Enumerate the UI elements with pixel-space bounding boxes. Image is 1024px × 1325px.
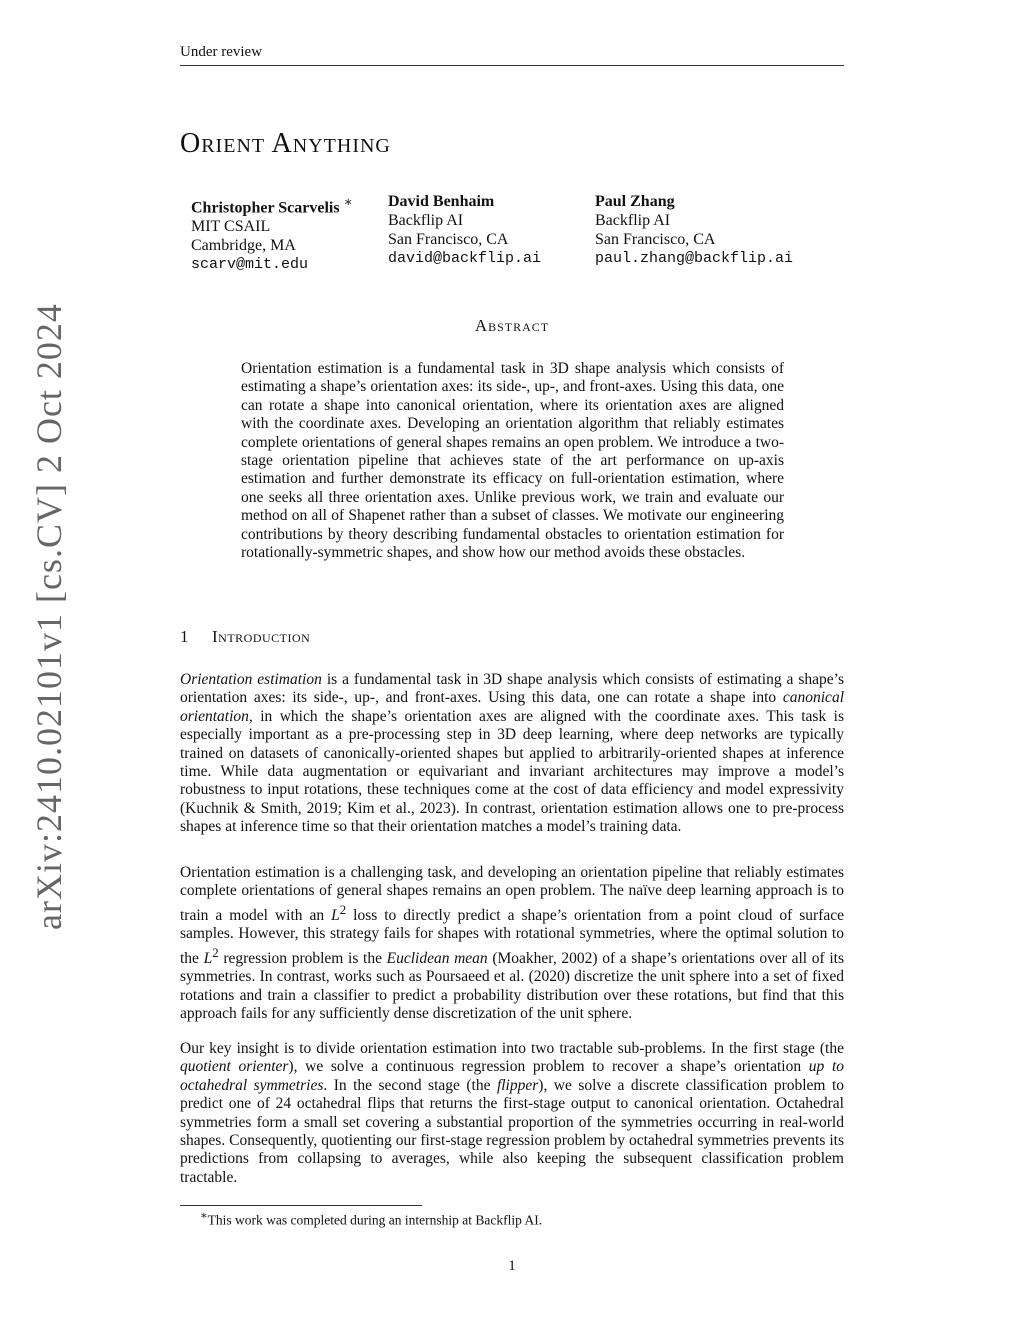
section-number: 1: [180, 627, 189, 646]
emphasis: flipper: [496, 1076, 539, 1094]
text-run: ), we solve a discrete classification problem to predict one of 24 octahedral flips that returns the first-stage output to canonical orientation. Octahedral symmetries form a small set covering a substantial proportion of the symmetries occurring in real-world shapes. Consequently, quotienting our first-stage regression problem by octahedral symmetries prevents its predictions from collapsing to averages, while also keeping the subsequent classification problem tractable.: [180, 1076, 844, 1186]
intro-paragraph-2: [180, 864, 844, 1024]
text-run: , in which the shape’s orientation axes are aligned with the coordinate axes. This task is especially important as a pre-processing step in 3D deep learning, where deep networks are typically trained on datasets of canonically-oriented shapes but applied to arbitrarily-oriented shapes at inference time. While data augmentation or equivariant and invariant architectures may improve a model’s robustness to input rotations, these techniques come at the cost of data efficiency and model expressivity (Kuchnik & Smith, 2019; Kim et al., 2023). In contrast, orientation estimation allows one to pre-process shapes at inference time so that their orientation matches a model’s training data.: [180, 707, 844, 836]
author-email[interactable]: scarv@mit.edu: [191, 256, 309, 274]
author-affiliation: Backflip AI: [388, 212, 464, 229]
author-name: Christopher Scarvelis: [191, 199, 340, 217]
footnote: [200, 1209, 542, 1229]
arxiv-identifier: arXiv:2410.02101v1 [cs.CV] 2 Oct 2024: [29, 303, 69, 930]
author-location: Cambridge, MA: [191, 237, 296, 255]
author-3: [595, 192, 793, 268]
author-location: San Francisco, CA: [595, 231, 716, 248]
text-run: Orientation estimation is a challenging task, and developing an orientation pipeline that reliably estimates complete orientations of general shapes remains an open problem. The naïve deep learning approach is to train a model with an: [180, 864, 844, 924]
emphasis: up to octahedral symmetries: [180, 1058, 844, 1094]
author-email[interactable]: david@backflip.ai: [388, 250, 542, 267]
page-number: 1: [508, 1258, 516, 1274]
abstract-text: Orientation estimation is a fundamental task in 3D shape analysis which consists of estimating a shape’s orientation axes: its side-, up-, and front-axes. Using this data, one can rotate a shape into canonical orientation, where its orientation axes are aligned with the coordinate axes. Developing an orientation algorithm that reliably estimates complete orientations of general shapes remains an open problem. We introduce a two-stage orientation pipeline that achieves state of the art performance on up-axis estimation and further demonstrate its efficacy on full-orientation estimation, where one seeks all three orientation axes. Unlike previous work, we train and evaluate our method on all of Shapenet rather than a subset of classes. We motivate our engineering contributions by theory describing fundamental obstacles to orientation estimation for rotationally-symmetric shapes, and show how our method avoids these obstacles.: [241, 360, 784, 562]
author-affiliation: MIT CSAIL: [191, 218, 271, 236]
author-location: San Francisco, CA: [388, 231, 509, 248]
author-footnote-mark: ∗: [343, 194, 353, 209]
intro-paragraph-3: [180, 1040, 844, 1187]
intro-paragraph-1: [180, 671, 844, 837]
author-2: [388, 192, 541, 268]
emphasis: canonical orientation: [180, 689, 844, 725]
math-symbol: L: [203, 949, 213, 967]
footnote-mark: ∗: [200, 1210, 208, 1222]
text-run: . In the second stage (the: [323, 1076, 497, 1094]
running-header: Under review: [180, 44, 844, 66]
section-title: Introduction: [212, 627, 311, 646]
author-affiliation: Backflip AI: [595, 212, 671, 229]
footnote-divider: [180, 1205, 422, 1206]
emphasis: Euclidean mean: [386, 949, 488, 967]
text-run: loss to directly predict a shape’s orientation from a point cloud of surface samples. However, this strategy fails for shapes with rotational symmetries, where the optimal solution to the: [180, 906, 845, 967]
author-name: Paul Zhang: [595, 193, 675, 210]
emphasis: Orientation estimation: [180, 671, 322, 688]
abstract-heading: Abstract: [474, 316, 550, 335]
author-name: David Benhaim: [388, 193, 495, 210]
text-run: Our key insight is to divide orientation estimation into two tractable sub-problems. In the first stage (the: [180, 1040, 844, 1057]
math-symbol: L: [331, 906, 340, 924]
section-heading: [180, 627, 310, 647]
author-email[interactable]: paul.zhang@backflip.ai: [595, 250, 794, 267]
math-superscript: 2: [339, 901, 347, 917]
footnote-text: This work was completed during an internship at Backflip AI.: [207, 1212, 543, 1228]
text-run: ), we solve a continuous regression problem to recover a shape’s orientation: [288, 1058, 809, 1076]
author-1: [191, 192, 353, 274]
math-superscript: 2: [212, 944, 219, 960]
paper-title: Orient Anything: [180, 128, 391, 159]
emphasis: quotient orienter: [180, 1058, 289, 1076]
text-run: is a fundamental task in 3D shape analysis which consists of estimating a shape’s orientation axes: its side-, up-, and front-axes. Using this data, one can rotate a shape into: [180, 671, 844, 707]
text-run: (Moakher, 2002) of a shape’s orientations over all of its symmetries. In contrast, works such as Poursaeed et al. (2020) discretize the unit sphere into a set of fixed rotations and train a classifier to predict a probability distribution over these rotations, but find that this approach fails for any sufficiently dense discretization of the unit sphere.: [180, 949, 844, 1023]
text-run: regression problem is the: [218, 949, 387, 967]
